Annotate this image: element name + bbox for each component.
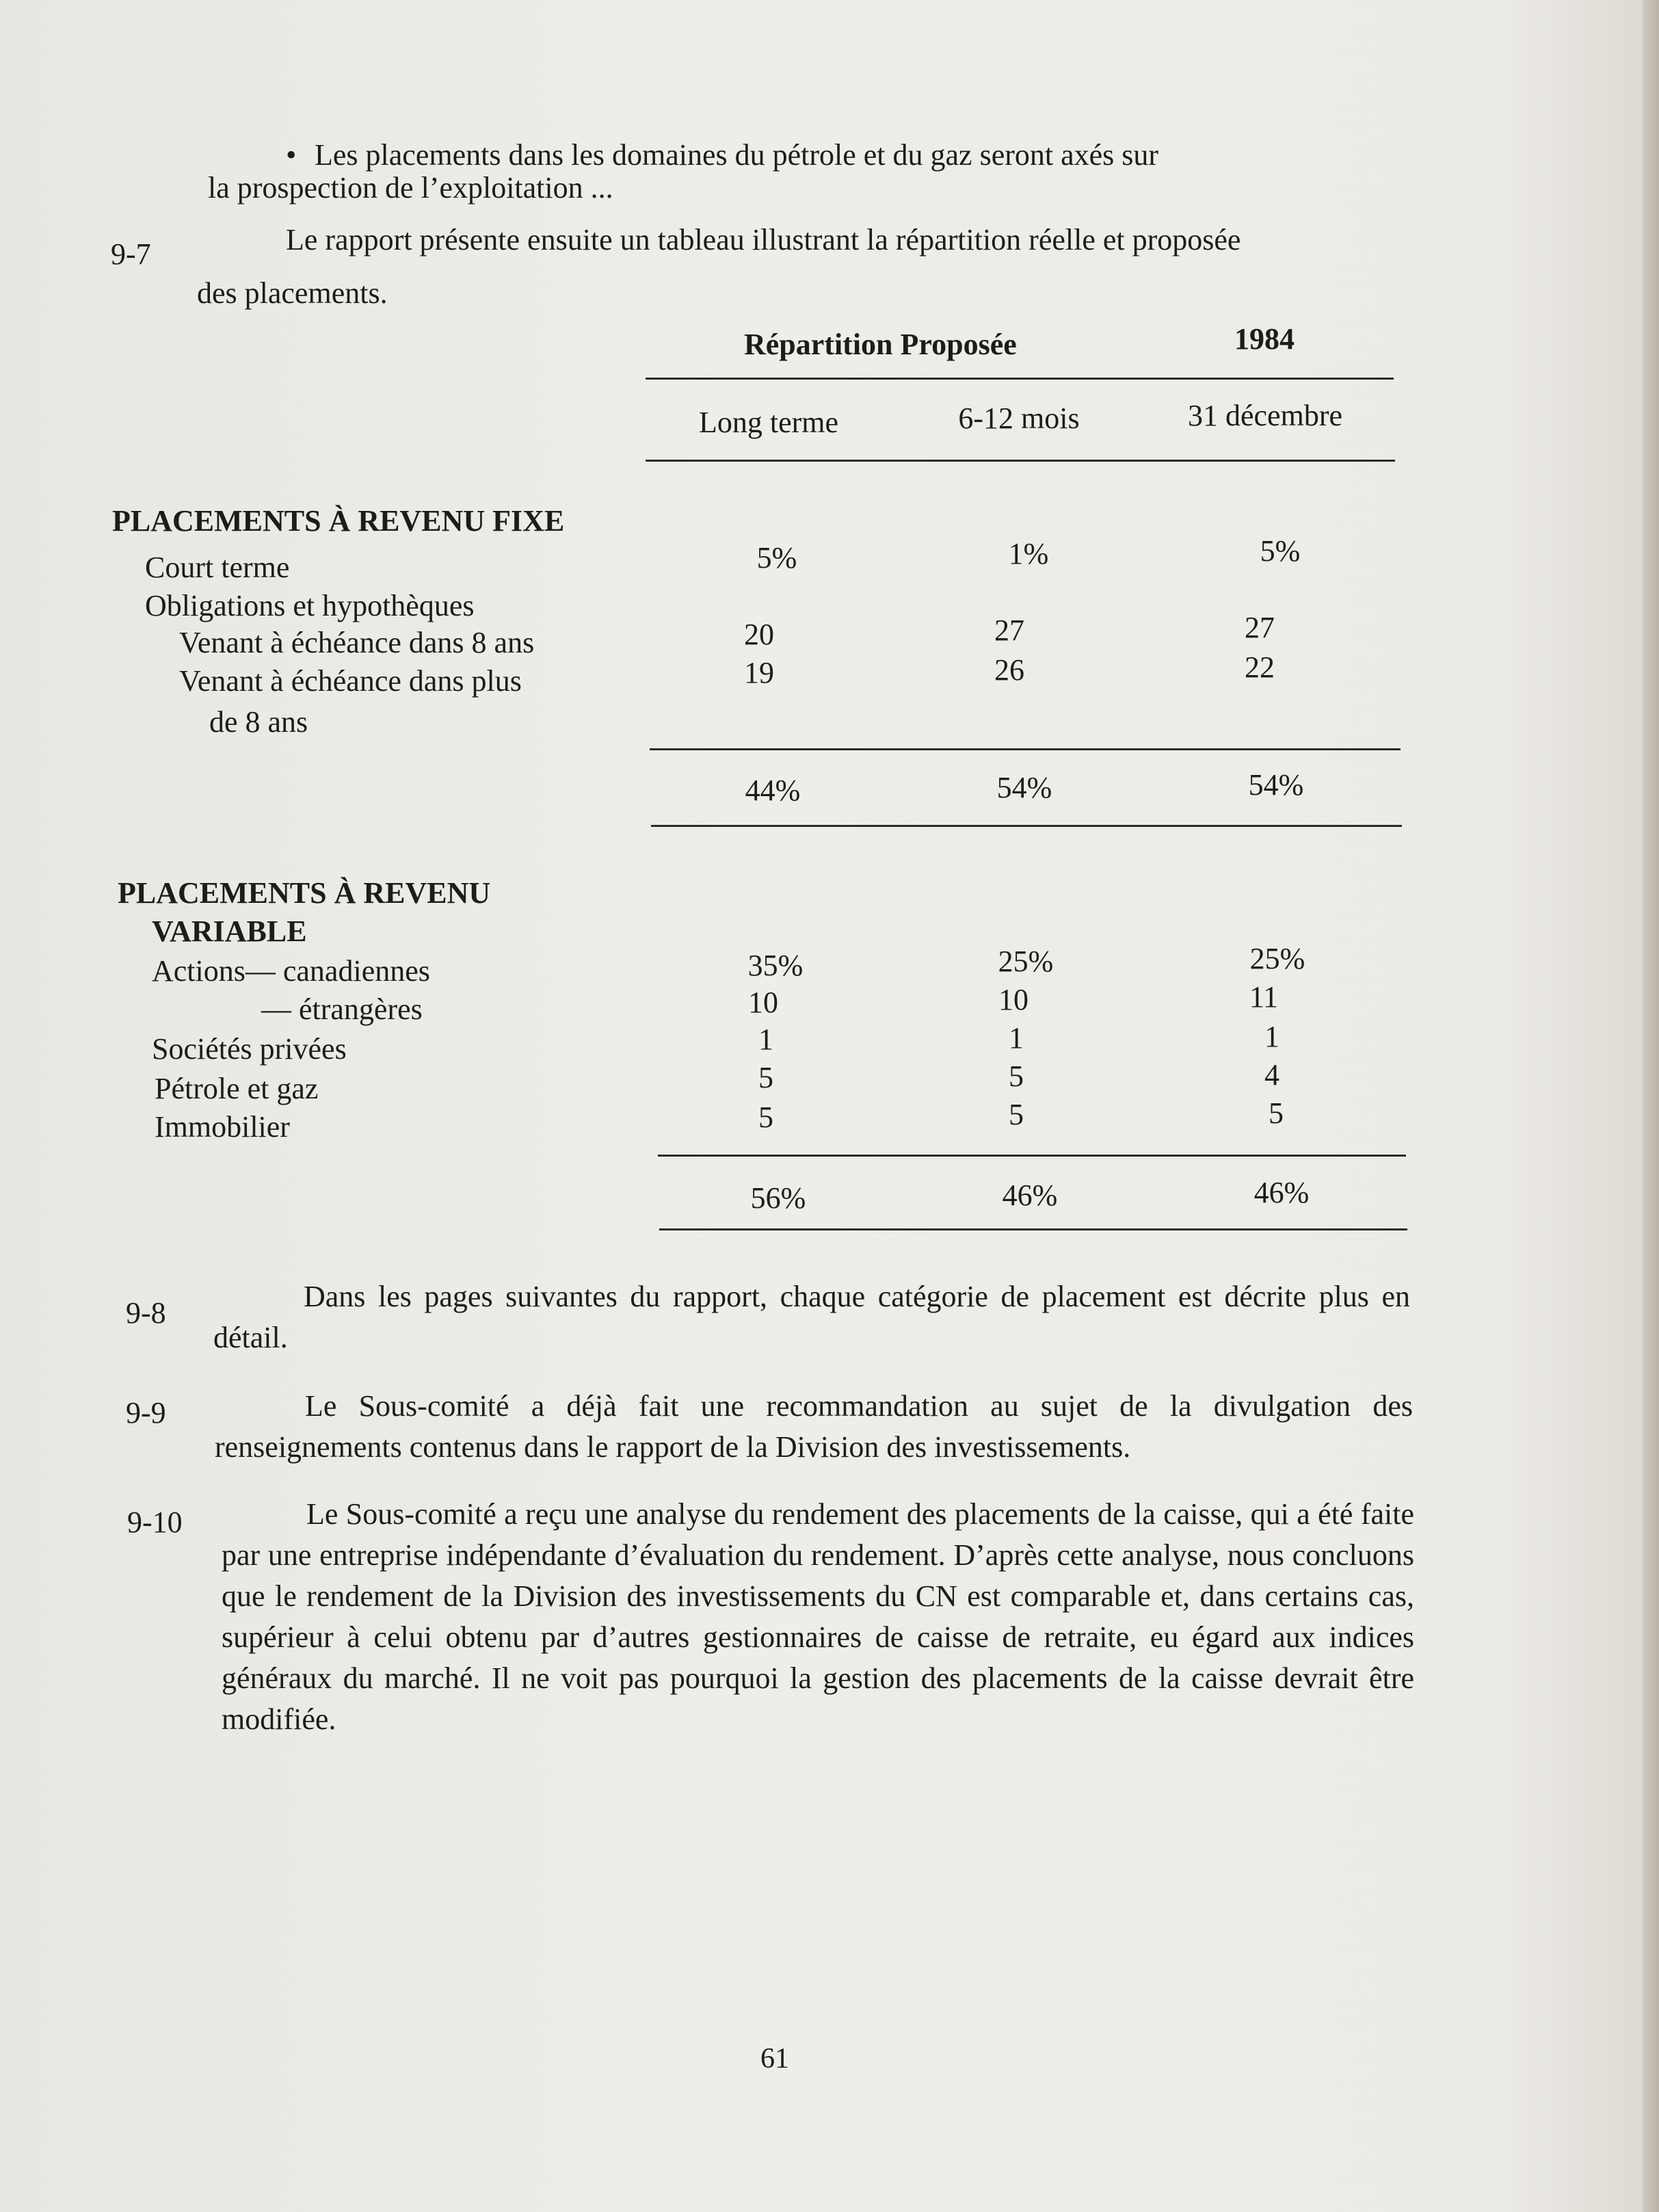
paragraph-number-9-10: 9-10 <box>127 1505 183 1539</box>
row-label-societes-privees: Sociétés privées <box>152 1032 347 1066</box>
table-rule-variable-total <box>659 1228 1407 1230</box>
table-year-header: 1984 <box>1234 322 1295 356</box>
paragraph-9-7-line-1: Le rapport présente ensuite un tableau illustrant la répartition réelle et proposée <box>286 223 1241 256</box>
table-cell: 11 <box>1249 980 1279 1014</box>
table-total-cell: 54% <box>1248 768 1304 802</box>
row-label-immobilier: Immobilier <box>155 1110 290 1144</box>
paragraph-9-10: Le Sous-comité a reçu une analyse du rendement des placements de la caisse, qui a été faite par une entreprise indépendante d’évaluation du rendement. D’après cette analyse, nous concluons que le rendement de la Division des investissements du CN est comparable et, dans certains cas, supérieur à celui obtenu par d’autres gestionnaires de caisse de retraite, eu égard aux indices généraux du marché. Il ne voit pas pourquoi la gestion des placements de la caisse devrait être modifiée. <box>222 1497 1414 1736</box>
table-cell: 22 <box>1245 650 1275 684</box>
bullet-line-2: la prospection de l’exploitation ... <box>208 171 613 205</box>
row-label-etrangeres: — étrangères <box>261 992 423 1026</box>
bullet-marker: • <box>286 138 297 172</box>
section-title-revenu-fixe: PLACEMENTS À REVENU FIXE <box>112 504 565 538</box>
table-cell: 26 <box>994 653 1024 687</box>
table-total-cell: 54% <box>996 771 1052 804</box>
table-cell: 5% <box>1260 534 1301 568</box>
table-cell: 19 <box>744 656 774 689</box>
table-cell: 10 <box>998 983 1028 1016</box>
row-label-obligations: Obligations et hypothèques <box>145 589 475 622</box>
paragraph-number-9-7: 9-7 <box>111 237 151 271</box>
section-title-variable: VARIABLE <box>152 914 307 948</box>
table-cell: 5 <box>758 1101 773 1134</box>
table-cell: 20 <box>744 618 774 651</box>
table-cell: 5 <box>1009 1059 1024 1093</box>
table-cell: 35% <box>747 949 804 982</box>
paragraph-number-9-8: 9-8 <box>126 1296 166 1330</box>
table-cell: 5% <box>756 541 797 575</box>
row-label-echeance-plus-8-ans: Venant à échéance dans plus <box>179 664 522 698</box>
section-title-revenu-variable: PLACEMENTS À REVENU <box>118 876 491 910</box>
row-label-petrole-gaz: Pétrole et gaz <box>155 1072 319 1105</box>
table-rule-fixed-total <box>651 825 1402 827</box>
paragraph-number-9-9: 9-9 <box>126 1396 166 1430</box>
row-label-court-terme: Court terme <box>145 551 290 584</box>
table-cell: 5 <box>758 1061 773 1094</box>
table-cell: 10 <box>748 986 778 1019</box>
row-label-actions-canadiennes: Actions— canadiennes <box>152 954 430 988</box>
paragraph-9-8: Dans les pages suivantes du rapport, chaque catégorie de placement est décrite plus en détail. <box>213 1280 1410 1354</box>
table-cell: 5 <box>1269 1096 1284 1130</box>
row-label-echeance-8-ans: Venant à échéance dans 8 ans <box>179 626 535 659</box>
table-cell: 25% <box>998 945 1054 978</box>
table-rule-fixed-subtotal <box>650 748 1401 750</box>
table-total-cell: 46% <box>1253 1176 1310 1209</box>
table-total-cell: 44% <box>745 774 801 807</box>
paragraph-9-9: Le Sous-comité a déjà fait une recommandation au sujet de la divulgation des renseignements contenus dans le rapport de la Division des investissements. <box>215 1389 1413 1464</box>
table-cell: 1 <box>1264 1020 1279 1053</box>
bullet-line-1: Les placements dans les domaines du pétrole et du gaz seront axés sur <box>315 138 1159 172</box>
table-total-cell: 46% <box>1002 1179 1058 1212</box>
table-cell: 5 <box>1009 1098 1024 1131</box>
table-cell: 1% <box>1008 537 1049 570</box>
table-group-header: Répartition Proposée <box>744 328 1017 361</box>
table-cell: 1 <box>758 1023 773 1056</box>
book-spine-shadow <box>1643 0 1659 2212</box>
table-rule-variable-subtotal <box>658 1155 1406 1157</box>
table-cell: 27 <box>994 614 1024 647</box>
row-label-de-8-ans: de 8 ans <box>209 705 308 739</box>
table-total-cell: 56% <box>750 1181 806 1215</box>
table-rule-header <box>646 460 1395 462</box>
page-number: 61 <box>760 2043 789 2075</box>
table-rule-top <box>646 378 1394 380</box>
column-header-31-decembre: 31 décembre <box>1188 399 1342 432</box>
table-cell: 4 <box>1264 1058 1279 1092</box>
paragraph-9-7-line-2: des placements. <box>197 276 388 310</box>
column-header-6-12-mois: 6-12 mois <box>958 401 1080 435</box>
table-cell: 25% <box>1249 942 1305 975</box>
table-cell: 1 <box>1009 1021 1024 1055</box>
column-header-long-terme: Long terme <box>698 406 839 439</box>
table-cell: 27 <box>1245 611 1275 644</box>
